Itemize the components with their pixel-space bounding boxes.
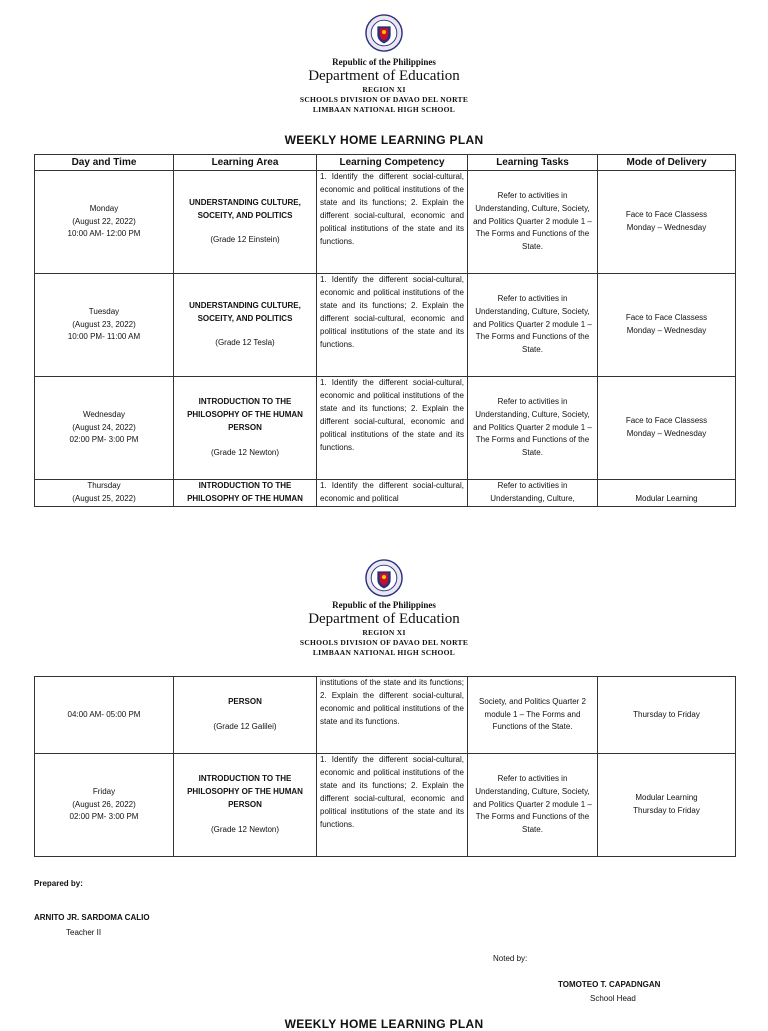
plan-title: WEEKLY HOME LEARNING PLAN [284, 133, 484, 147]
table-row [35, 171, 736, 274]
preparer-name: ARNITO JR. SARDOMA CALIO [34, 913, 150, 922]
time-label: 02:00 PM- 3:00 PM [69, 812, 139, 822]
grade-section: (Grade 12 Einstein) [210, 235, 280, 245]
republic-line: Republic of the Philippines [332, 600, 436, 610]
date-label: (August 22, 2022) [72, 216, 136, 226]
department-line: Department of Education [308, 611, 460, 627]
document-page-2 [0, 555, 768, 1031]
table-row [35, 754, 736, 857]
tasks-text: Society, and Politics Quarter 2 module 1 – The Forms and Functions of the State. [478, 696, 586, 732]
mode-label: Modular Learning [635, 493, 698, 503]
mode-cell [598, 274, 736, 377]
date-label: (August 26, 2022) [72, 799, 136, 809]
grade-section: (Grade 12 Newton) [210, 824, 280, 834]
grade-section: (Grade 12 Newton) [210, 447, 280, 457]
table-row [35, 377, 736, 480]
mode-label: Face to Face Classess [625, 210, 708, 220]
day-time-cell [35, 171, 174, 274]
tasks-cell [468, 480, 598, 507]
mode-label: Face to Face Classess [625, 416, 708, 426]
school-head-name: TOMOTEO T. CAPADNGAN [558, 980, 661, 989]
competency-cell: institutions of the state and its functions; 2. Explain the different social-cultural, economic and political institutions of the state and its functions. [317, 677, 468, 754]
competency-cell: 1. Identify the different social-cultural, economic and political institutions of the state and its functions; 2. Explain the different social-cultural, economic and political institutions of the state and its functions. [317, 274, 468, 377]
division-line: SCHOOLS DIVISION OF DAVAO DEL NORTE [299, 95, 469, 104]
deped-seal-logo [365, 14, 403, 52]
mode-days: Thursday to Friday [633, 806, 700, 815]
table-row-truncated [35, 480, 736, 507]
tasks-text: Refer to activities in Understanding, Culture, Society, and Politics Quarter 2 module 1 – The Forms and Functions of the State. [473, 396, 592, 458]
time-label: 10:00 PM- 11:00 AM [67, 332, 141, 342]
learning-area-cell [174, 677, 317, 754]
tasks-cell [468, 377, 598, 480]
tasks-text: Refer to activities in Understanding, Culture, [490, 481, 575, 503]
competency-cell: 1. Identify the different social-cultural, economic and political institutions of the state and its functions; 2. Explain the different social-cultural, economic and political institutions of the state and its functions. [317, 754, 468, 857]
time-label: 10:00 AM- 12:00 PM [67, 229, 141, 239]
school-line: LIMBAAN NATIONAL HIGH SCHOOL [312, 648, 456, 657]
day-time-cell [35, 677, 174, 754]
mode-days: Thursday to Friday [633, 709, 700, 719]
mode-days: Monday – Wednesday [626, 223, 707, 232]
day-label: Monday [89, 203, 119, 213]
learning-area-name: INTRODUCTION TO THE PHILOSOPHY OF THE HUMAN PERSON [187, 774, 303, 809]
school-head-title: School Head [590, 994, 636, 1003]
learning-area-cell [174, 480, 317, 507]
grade-section: (Grade 12 Tesla) [215, 338, 275, 348]
tasks-text: Refer to activities in Understanding, Culture, Society, and Politics Quarter 2 module 1 – The Forms and Functions of the State. [473, 190, 592, 252]
day-label: Thursday [87, 481, 121, 490]
mode-days: Monday – Wednesday [626, 326, 707, 335]
mode-days: Monday – Wednesday [626, 429, 707, 438]
competency-cell: 1. Identify the different social-cultural, economic and political [317, 480, 468, 507]
day-time-cell [35, 274, 174, 377]
mode-cell [598, 480, 736, 507]
division-line: SCHOOLS DIVISION OF DAVAO DEL NORTE [299, 638, 469, 647]
prepared-by-label: Prepared by: [34, 879, 83, 888]
competency-cell: 1. Identify the different social-cultural, economic and political institutions of the state and its functions; 2. Explain the different social-cultural, economic and political institutions of the state and its functions. [317, 377, 468, 480]
republic-line: Republic of the Philippines [332, 57, 436, 67]
mode-cell [598, 677, 736, 754]
learning-area-name: INTRODUCTION TO THE PHILOSOPHY OF THE HUMAN PERSON [187, 397, 303, 432]
column-header: Learning Tasks [468, 155, 598, 171]
day-label: Friday [92, 786, 116, 796]
table-row-continued [35, 677, 736, 754]
tasks-cell [468, 754, 598, 857]
learning-area-name: INTRODUCTION TO THE PHILOSOPHY OF THE HUMAN [187, 481, 303, 503]
noted-by-label: Noted by: [493, 954, 528, 963]
column-header: Day and Time [35, 155, 174, 171]
school-line: LIMBAAN NATIONAL HIGH SCHOOL [312, 105, 456, 114]
region-line: REGION XI [362, 628, 406, 637]
day-time-cell [35, 377, 174, 480]
time-label: 02:00 PM- 3:00 PM [69, 435, 139, 445]
learning-area-name: UNDERSTANDING CULTURE, SOCEITY, AND POLITICS [189, 197, 301, 220]
mode-label: Face to Face Classess [625, 313, 708, 323]
tasks-cell [468, 171, 598, 274]
day-time-cell [35, 754, 174, 857]
day-label: Tuesday [88, 306, 120, 316]
letterhead [0, 57, 768, 115]
learning-plan-table-continued [34, 676, 736, 857]
deped-seal-logo [365, 559, 403, 597]
time-label: 04:00 AM- 05:00 PM [67, 709, 141, 719]
mode-cell [598, 171, 736, 274]
learning-area-cell [174, 754, 317, 857]
tasks-text: Refer to activities in Understanding, Culture, Society, and Politics Quarter 2 module 1 – The Forms and Functions of the State. [473, 773, 592, 835]
date-label: (August 23, 2022) [72, 319, 136, 329]
table-header-row [35, 155, 736, 171]
learning-area-cell [174, 274, 317, 377]
column-header: Mode of Delivery [598, 155, 736, 171]
preparer-title: Teacher II [66, 928, 102, 937]
day-time-cell [35, 480, 174, 507]
column-header: Learning Area [174, 155, 317, 171]
learning-area-name: PERSON [228, 697, 262, 707]
column-header: Learning Competency [317, 155, 468, 171]
learning-area-cell [174, 171, 317, 274]
grade-section: (Grade 12 Galilei) [213, 722, 277, 731]
learning-area-cell [174, 377, 317, 480]
date-label: (August 24, 2022) [72, 422, 136, 432]
next-page-plan-title-cut: WEEKLY HOME LEARNING PLAN [284, 1017, 484, 1031]
mode-cell [598, 377, 736, 480]
letterhead [0, 600, 768, 658]
learning-plan-table [34, 154, 736, 507]
competency-cell: 1. Identify the different social-cultural, economic and political institutions of the state and its functions; 2. Explain the different social-cultural, economic and political institutions of the state and its functions. [317, 171, 468, 274]
department-line: Department of Education [308, 68, 460, 84]
learning-area-name: UNDERSTANDING CULTURE, SOCEITY, AND POLITICS [189, 300, 301, 323]
day-label: Wednesday [82, 409, 126, 419]
region-line: REGION XI [362, 85, 406, 94]
mode-label: Modular Learning [635, 793, 698, 803]
date-label: (August 25, 2022) [72, 493, 136, 503]
table-row [35, 274, 736, 377]
tasks-cell [468, 677, 598, 754]
mode-cell [598, 754, 736, 857]
tasks-cell [468, 274, 598, 377]
tasks-text: Refer to activities in Understanding, Culture, Society, and Politics Quarter 2 module 1 – The Forms and Functions of the State. [473, 293, 592, 355]
